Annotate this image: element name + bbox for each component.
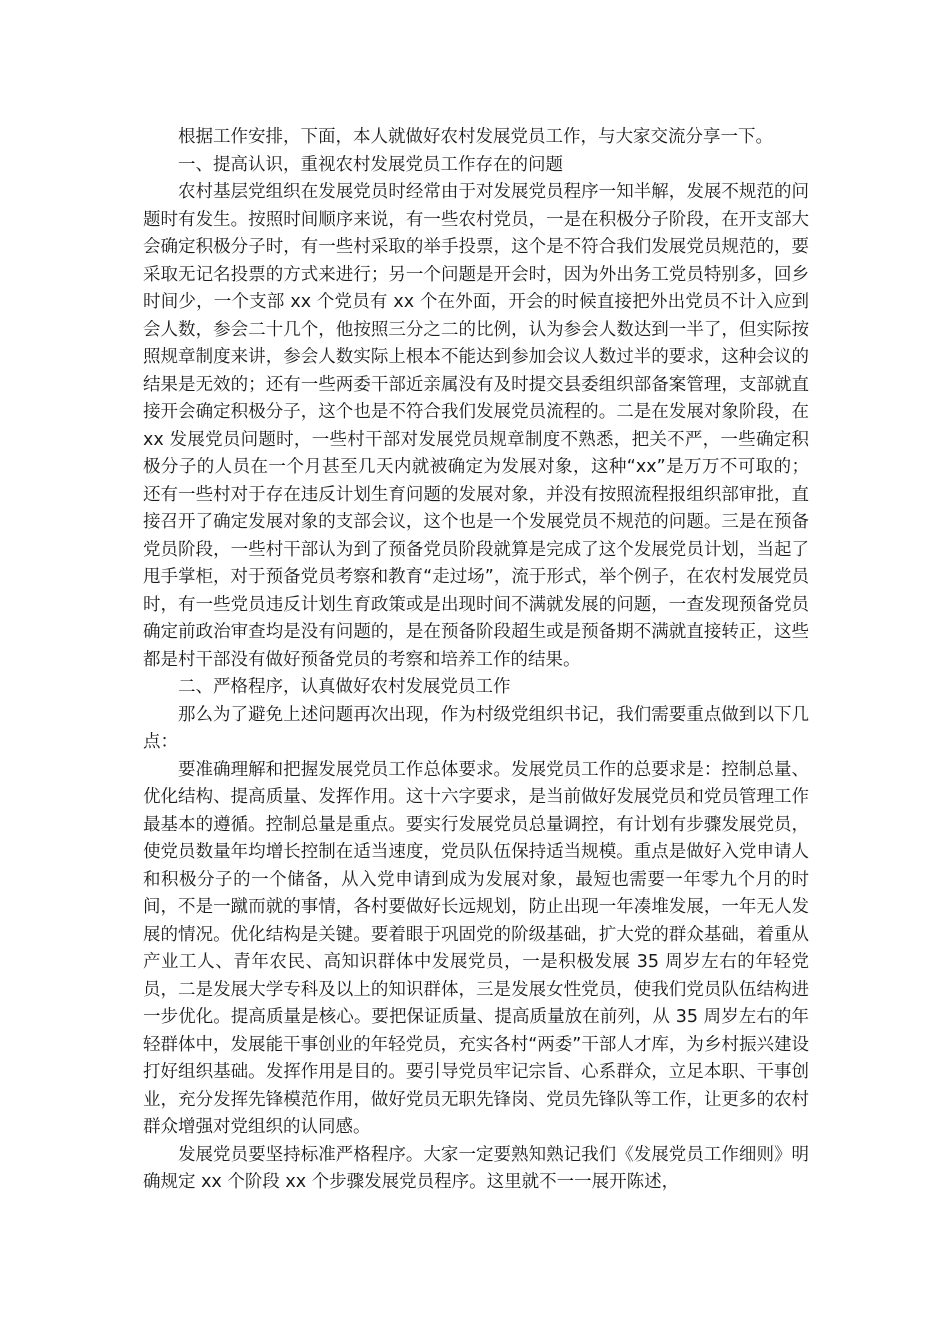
intro-paragraph: 根据工作安排，下面，本人就做好农村发展党员工作，与大家交流分享一下。 — [178, 127, 773, 147]
section-1-heading: 一、提高认识，重视农村发展党员工作存在的问题 — [178, 154, 563, 175]
document-body — [143, 124, 809, 1197]
section-1-paragraph: 农村基层党组织在发展党员时经常由于对发展党员程序一知半解，发展不规范的问题时有发生。按照时间顺序来说，有一些农村党员，一是在积极分子阶段，在开支部大会确定积极分子时，有一些村采取的举手投票，这个是不符合我们发展党员规范的，要采取无记名投票的方式来进行；另一个问题是开会时，因为外出务工党员特别多，回乡时间少，一个支部 xx 个党员有 xx 个在外面，开会的时候直接把外出党员不计入应到会人数，参会二十几个，他按照三分之二的比例，认为参会人数达到一半了，但实际按照规章制度来讲，参会人数实际上根本不能达到参加会议人数过半的要求，这种会议的结果是无效的；还有一些两委干部近亲属没有及时提交县委组织部备案管理，支部就直接开会确定积极分子，这个也是不符合我们发展党员流程的。二是在发展对象阶段，在 xx 发展党员问题时，一些村干部对发展党员规章制度不熟悉，把关不严，一些确定积极分子的人员在一个月甚至几天内就被确定为发展对象，这种“xx”是万万不可取的；还有一些村对于存在违反计划生育问题的发展对象，并没有按照流程报组织部审批，直接召开了确定发展对象的支部会议，这个也是一个发展党员不规范的问题。三是在预备党员阶段，一些村干部认为到了预备党员阶段就算是完成了这个发展党员计划，当起了甩手掌柜，对于预备党员考察和教育“走过场”，流于形式，举个例子，在农村发展党员时，有一些党员违反计划生育政策或是出现时间不满就发展的问题，一查发现预备党员确定前政治审查均是没有问题的，是在预备阶段超生或是预备期不满就直接转正，这些都是村干部没有做好预备党员的考察和培养工作的结果。 — [143, 182, 809, 670]
section-2-heading: 二、严格程序，认真做好农村发展党员工作 — [178, 677, 511, 697]
section-2-intro: 那么为了避免上述问题再次出现，作为村级党组织书记，我们需要重点做到以下几点： — [143, 704, 809, 752]
section-2-paragraph-2: 发展党员要坚持标准严格程序。大家一定要熟知熟记我们《发展党员工作细则》明确规定 xx 个阶段 xx 个步骤发展党员程序。这里就不一一展开陈述， — [143, 1144, 809, 1192]
section-2-paragraph-1: 要准确理解和把握发展党员工作总体要求。发展党员工作的总要求是：控制总量、优化结构、提高质量、发挥作用。这十六字要求，是当前做好发展党员和党员管理工作最基本的遵循。控制总量是重点。要实行发展党员总量调控，有计划有步骤发展党员，使党员数量年均增长控制在适当速度，党员队伍保持适当规模。重点是做好入党申请人和积极分子的一个储备，从入党申请到成为发展对象，最短也需要一年零九个月的时间，不是一蹴而就的事情，各村要做好长远规划，防止出现一年凑堆发展，一年无人发展的情况。优化结构是关键。要着眼于巩固党的阶级基础，扩大党的群众基础，着重从产业工人、青年农民、高知识群体中发展党员，一是积极发展 35 周岁左右的年轻党员，二是发展大学专科及以上的知识群体，三是发展女性党员，使我们党员队伍结构进一步优化。提高质量是核心。要把保证质量、提高质量放在前列，从 35 周岁左右的年轻群体中，发展能干事创业的年轻党员，充实各村“两委”干部人才库，为乡村振兴建设打好组织基础。发挥作用是目的。要引导党员牢记宗旨、心系群众，立足本职、干事创业，充分发挥先锋模范作用，做好党员无职先锋岗、党员先锋队等工作，让更多的农村群众增强对党组织的认同感。 — [143, 759, 809, 1137]
